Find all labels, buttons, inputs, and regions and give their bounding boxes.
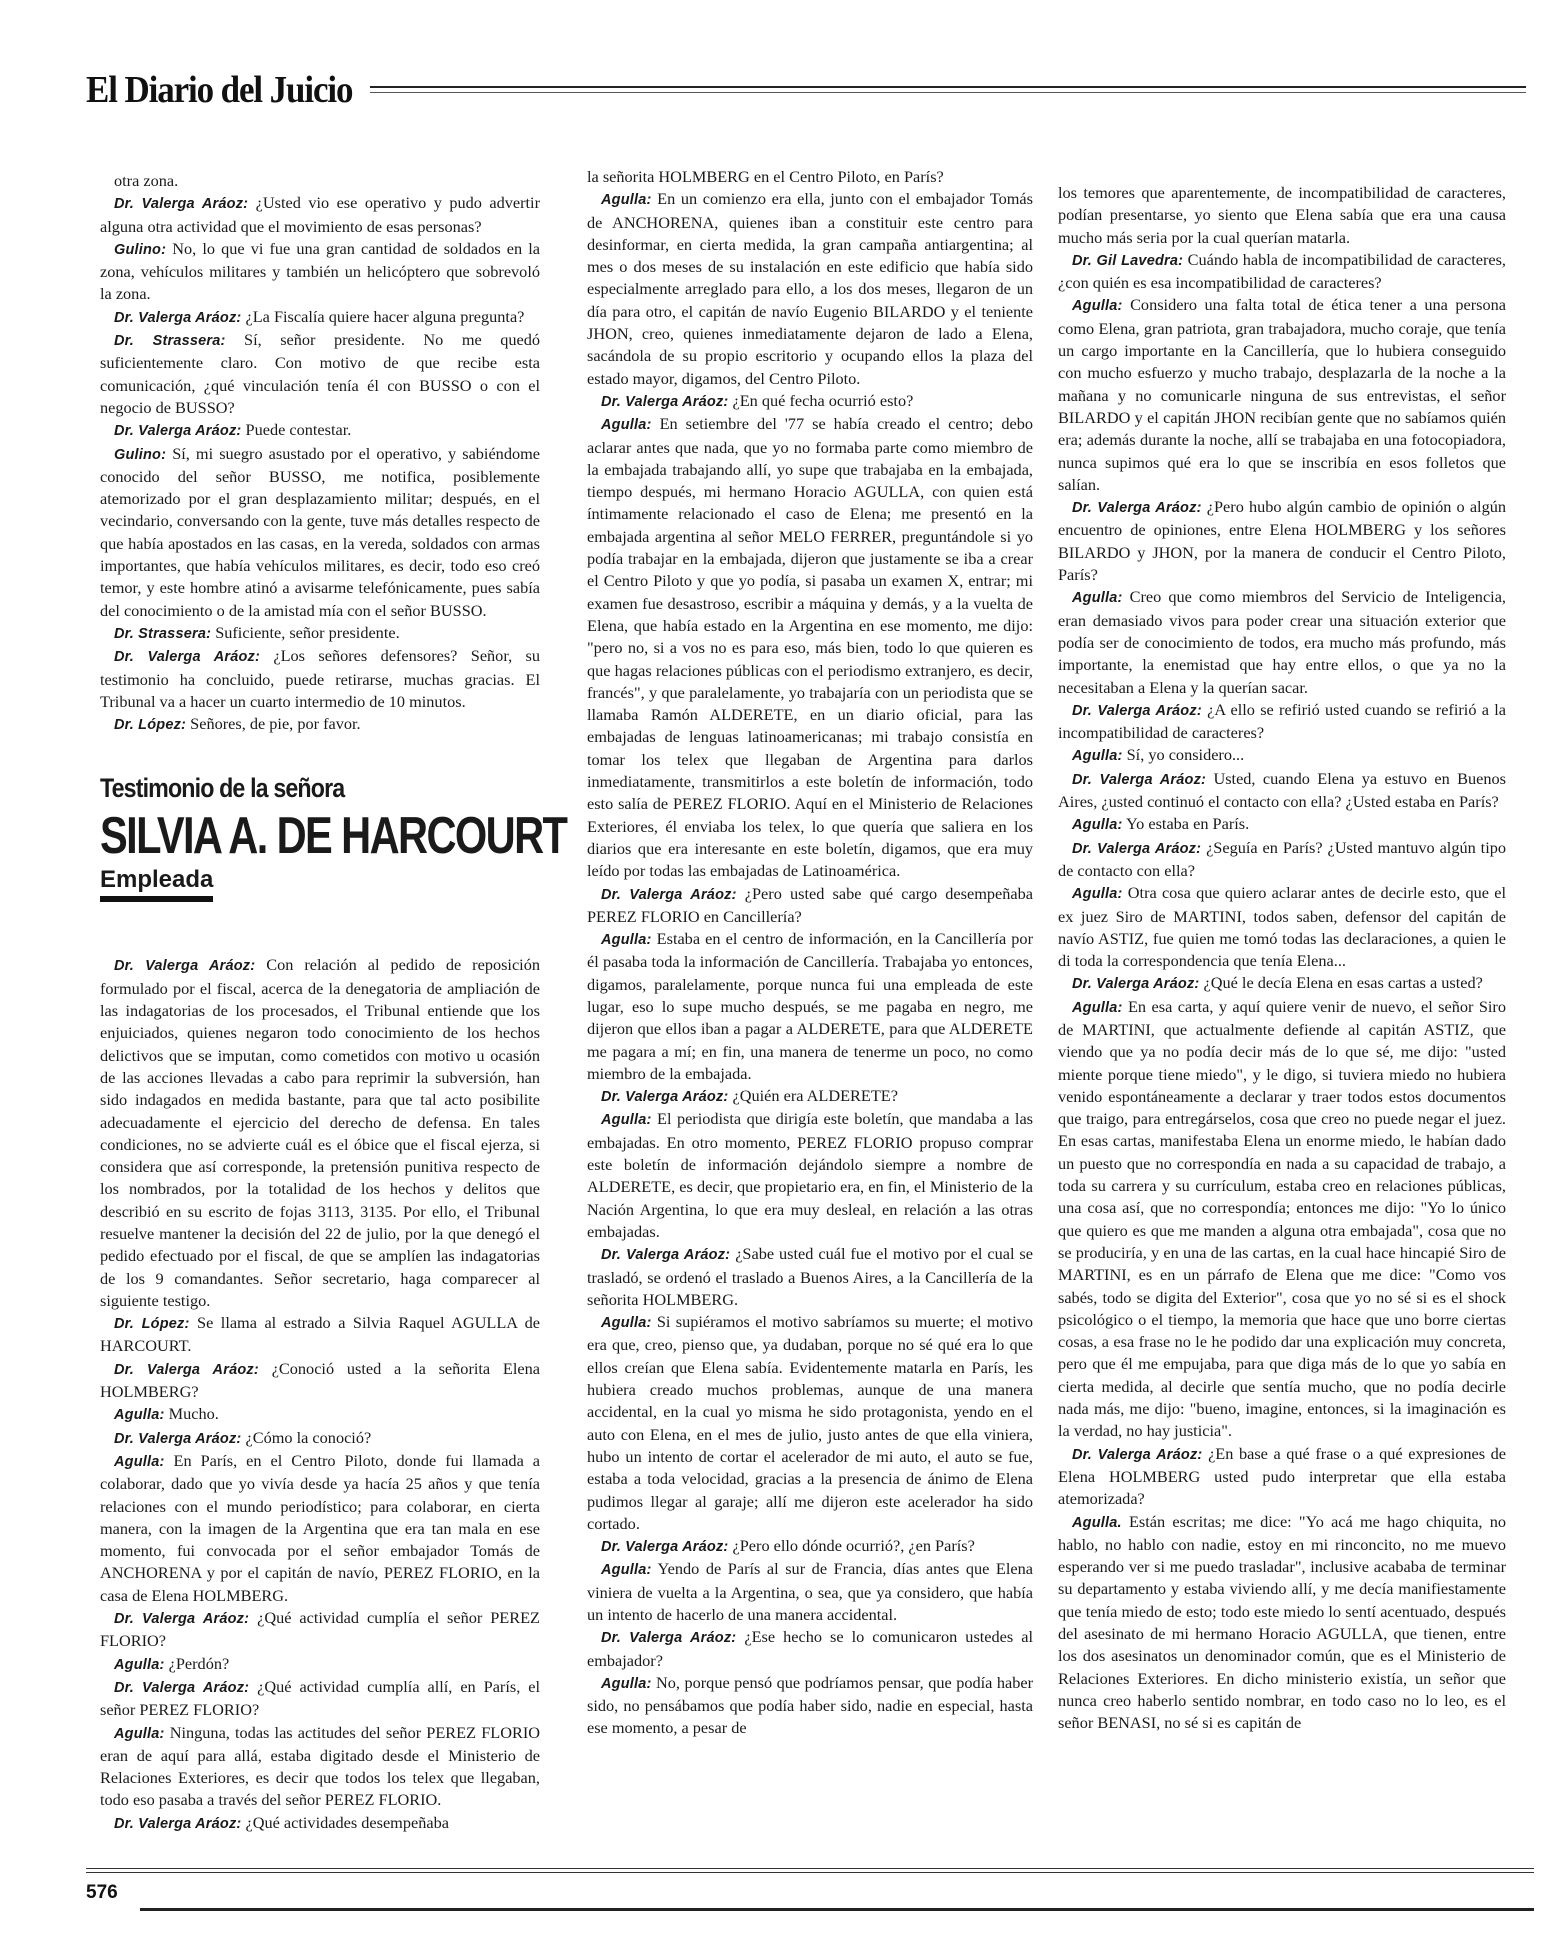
transcript-paragraph [587, 1108, 1033, 1243]
speech-text: Con relación al pedido de reposición formulado por el fiscal, acerca de la denegatoria de ampliación de las indagatorias de los procesados, el Tribunal entiende que los enjuiciados, quienes negaron todo conocimiento de los hechos delictivos que se imputan, como cometidos con motivo u ocasión de las acciones llevadas a cabo para reprimir la subversión, han sido indagados en medida bastante, para que tal acto posibilite adecuadamente el ejercicio del derecho de defensa. En tales condiciones, no se advierte cuál es el óbice que el fiscal ejerza, si considera que así corresponde, la pretensión punitiva respecto de los nombrados, por la totalidad de los hechos y delitos que describió en su escrito de fojas 3113, 3135. Por ello, el Tribunal resuelve mantener la decisión del 22 de julio, por la que denegó el pedido efectuado por el fiscal, de que se amplíen las indagatorias de los 9 comandantes. Señor secretario, haga comparecer al siguiente testigo. [100, 955, 540, 1310]
footer-rule [86, 1872, 1534, 1873]
speaker-label: Dr. Valerga Aráoz: [601, 1247, 731, 1264]
speaker-label: Agulla: [1072, 590, 1123, 607]
speaker-label: Dr. Valerga Aráoz: [114, 1430, 242, 1447]
speech-text: En París, en el Centro Piloto, donde fui llamada a colaborar, dado que yo vivía desde ya hacía 25 años y que tenía relaciones con el mundo periodístico; para colaborar, en cierta manera, con la imagen de la Argentina que era tan mala en ese momento, fui convocada por el señor embajador Tomás de ANCHORENA y por el capitán de navío, PEREZ FLORIO, en la casa de Elena HOLMBERG. [100, 1450, 540, 1605]
transcript-paragraph [587, 928, 1033, 1085]
transcript-block [100, 170, 540, 736]
speech-text: No, lo que vi fue una gran cantidad de soldados en la zona, vehículos militares y también un helicóptero que sobrevoló la zona. [100, 238, 540, 304]
speech-text: Sí, yo considero... [1126, 745, 1245, 765]
speaker-label: Dr. Gil Lavedra: [1072, 252, 1184, 269]
speaker-label: Dr. Valerga Aráoz: [114, 196, 249, 213]
speaker-label: Dr. Valerga Aráoz: [114, 649, 261, 666]
speaker-label: Agulla. [1072, 1514, 1122, 1531]
column-3 [1058, 182, 1506, 1734]
speech-text: Considero una falta total de ética tener a una persona como Elena, gran patriota, gran trabajadora, mucho coraje, que tenía un cargo importante en la Cancillería, que lo hubiera conseguido con mucho esfuerzo y mucho trabajo, desplazarla de la noche a la mañana y no comunicarle ninguna de sus entrevistas, el señor BILARDO y el capitán JHON recibían gente que no sabíamos quién era; además durante la noche, allí se trabajaba en una fotocopiadora, nunca supimos qué era lo que se inscribía en esos folletos que salían. [1058, 295, 1506, 494]
transcript-paragraph [100, 622, 540, 645]
transcript-paragraph [587, 413, 1033, 882]
transcript-paragraph [100, 1358, 540, 1404]
speaker-label: Dr. López: [114, 717, 187, 734]
transcript-paragraph [100, 1607, 540, 1653]
speech-text: Mucho. [168, 1404, 219, 1424]
speech-text: En esa carta, y aquí quiere venir de nuevo, el señor Siro de MARTINI, que actualmente defiende al capitán ASTIZ, que viendo que ya no podía decir más de lo que sé, me dijo: "usted miente porque tiene miedo", y le digo, si tuviera miedo no hubiera venido espontáneamente a declarar y traer todos estos documentos que traigo, para entregárselos, cosa que creo no puede negar el juez. En esas cartas, manifestaba Elena un enorme miedo, le habían dado un puesto que no correspondía en nada a su capacidad de trabajo, a toda su carrera y su currículum, estaba creo en relaciones públicas, una cosa así, que no correspondía; entonces me dijo: "Yo lo único que quiero es que me manden a alguna otra embajada", cosa que no se produciría, y en una de las cartas, en la cual hace hincapié Siro de MARTINI, es en un párrafo de Elena que me dice: "Como vos sabés, todo se digita del Exterior", cosa que yo no sé si es el shock psicológico o el tiempo, la memoria que hace que uno borre ciertas cosas, a esa frase no le he podido dar una explicación muy concreta, pero que él me empujaba, para que diga más de lo que yo sabía en cierta medida, al decirle que sentía mucho, que no podía decirle nada más, me dijo: "bueno, imagine, entonces, si la imaginación es la verdad, no hay justicia". [1058, 996, 1506, 1441]
transcript-paragraph [1058, 496, 1506, 586]
speaker-label: Dr. Valerga Aráoz: [1072, 500, 1202, 517]
speech-text: Yendo de París al sur de Francia, días antes que Elena viniera de vuelta a la Argentina, o sea, que ya considero, que había un intento de hacerlo de una manera accidental. [587, 1559, 1033, 1624]
speaker-label: Agulla: [1072, 748, 1123, 765]
speech-text: Sí, señor presidente. No me quedó suficientemente claro. Con motivo de que recibe esta comunicación, ¿qué vinculación tenía él con BUSSO o con el negocio de BUSSO? [100, 330, 540, 417]
transcript-paragraph [587, 1535, 1033, 1558]
speaker-label: Dr. Valerga Aráoz: [114, 423, 242, 440]
speech-text: otra zona. [114, 171, 179, 190]
transcript-paragraph [587, 1672, 1033, 1740]
transcript-paragraph [587, 883, 1033, 929]
transcript-paragraph [100, 1450, 540, 1607]
speech-text: los temores que aparentemente, de incompatibilidad de caracteres, podían presentarse, yo siento que Elena sabía que era una causa mucho más seria por la cual querían matarla. [1058, 183, 1506, 247]
speech-text: Si supiéramos el motivo sabríamos su muerte; el motivo era que, creo, pienso que, ya dudaban, porque no sé qué era lo que ellos creían que Elena sabía. Evidentemente matarla en París, les hubiera creado muchos problemas, aunque de una manera accidental, en la cual yo misma he sido protagonista, yendo en el auto con Elena, en el mes de julio, justo antes de que ella viniera, hubo un intento de cortar el acelerador de mi auto, el auto se fue, estaba a toda velocidad, gracias a la presencia de ánimo de Elena pudimos llegar al garaje; allí me dijeron este acelerador ha sido cortado. [587, 1312, 1034, 1533]
speech-text: ¿La Fiscalía quiere hacer alguna pregunta? [245, 306, 525, 326]
speech-text: Cuándo habla de incompatibilidad de caracteres, ¿con quién es esa incompatibilidad de caracteres? [1058, 249, 1506, 293]
speaker-label: Dr. Valerga Aráoz: [1072, 771, 1207, 788]
transcript-paragraph [100, 1312, 540, 1358]
speaker-label: Dr. López: [114, 1316, 190, 1333]
transcript-paragraph [1058, 294, 1506, 496]
speaker-label: Agulla: [601, 1112, 652, 1129]
speaker-label: Dr. Strassera: [114, 333, 226, 350]
transcript-paragraph [1058, 813, 1506, 836]
column-2 [587, 166, 1033, 1740]
transcript-paragraph [100, 419, 540, 442]
speaker-label: Agulla: [601, 1562, 652, 1579]
testimony-kicker: Testimonio de la señora [100, 773, 345, 804]
speaker-label: Dr. Valerga Aráoz: [1072, 976, 1200, 993]
speech-text: ¿Pero ello dónde ocurrió?, ¿en París? [732, 1536, 975, 1556]
transcript-paragraph [100, 1722, 540, 1812]
speech-text: ¿Perdón? [168, 1653, 230, 1673]
speech-text: Otra cosa que quiero aclarar antes de decirle esto, que el ex juez Siro de MARTINI, todos saben, defensor del capitán de navío ASTIZ, fue quien me tomó todas las declaraciones, a quien le di toda la correspondencia que tenía Elena... [1058, 883, 1506, 971]
speech-text: ¿Pero hubo algún cambio de opinión o algún encuentro de opiniones, entre Elena HOLMBERG y los señores BILARDO y JHON, por la manera de conducir el Centro Piloto, París? [1058, 497, 1506, 585]
transcript-paragraph [587, 1311, 1033, 1535]
speaker-label: Agulla: [114, 1656, 165, 1673]
speech-text: En setiembre del '77 se había creado el centro; debo aclarar antes que nada, que yo no formaba parte como miembro de la embajada trabajando allí, yo supe que trabajaba en la embajada, tiempo después, mi hermano Horacio AGULLA, con quien está íntimamente relacionado el caso de Elena; me presentó en la embajada argentina al señor MELO FERRER, preguntándole si yo podía trabajar en la embajada, dijeron que justamente se iba a crear el Centro Piloto y que yo podía, si pasaba un examen X, entrar; mi examen fue desastroso, escribir a máquina y demás, y a la vuelta de Elena, que había estado en la Argentina en ese momento, me dijo: "pero no, si a vos no es para eso, más bien, todo lo que quieren es que hagas relaciones públicas con el periodismo extranjero, es decir, francés", y que paralelamente, yo trabajaría con un periodista que se llamaba Ramón ALDERETE, en un diario oficial, para las embajadas de lenguas latinoamericanas; mi trabajo consistía en tomar los telex que llegaban de Argentina para darlos inmediatamente, transmitirlos a este boletín de información, todo esto salía de PEREZ FLORIO. Aquí en el Ministerio de Relaciones Exteriores, él enviaba los telex, lo que quería que saliera en los diarios que era interesante en este boletín, digamos, que era muy leído por todas las embajadas de Latinoamérica. [587, 414, 1033, 881]
speech-text: ¿En qué fecha ocurrió esto? [732, 390, 914, 410]
speech-text: ¿Seguía en París? ¿Usted mantuvo algún tipo de contacto con ella? [1058, 837, 1506, 880]
transcript-paragraph [100, 170, 540, 192]
transcript-paragraph [1058, 249, 1506, 295]
transcript-paragraph [587, 188, 1033, 390]
transcript-paragraph [100, 329, 540, 419]
speaker-label: Dr. Valerga Aráoz: [601, 886, 737, 903]
speaker-label: Agulla: [601, 1315, 652, 1332]
speech-text: ¿Quién era ALDERETE? [732, 1086, 898, 1106]
transcript-paragraph [100, 192, 540, 238]
masthead-rule [370, 86, 1526, 88]
speaker-label: Agulla: [114, 1407, 165, 1424]
speech-text: ¿Qué actividades desempeñaba [245, 1812, 449, 1832]
speaker-label: Agulla: [1072, 298, 1123, 315]
transcript-paragraph [1058, 837, 1506, 883]
transcript-paragraph [100, 1812, 540, 1835]
masthead [86, 68, 1526, 118]
transcript-paragraph [1058, 972, 1506, 995]
transcript-paragraph [100, 713, 540, 736]
publication-title: El Diario del Juicio [86, 69, 353, 111]
speaker-label: Agulla: [1072, 999, 1123, 1016]
transcript-paragraph [587, 1558, 1033, 1626]
transcript-paragraph [1058, 699, 1506, 745]
speech-text: Se llama al estrado a Silvia Raquel AGULLA de HARCOURT. [100, 1313, 540, 1356]
testimony-heading [100, 772, 567, 902]
speaker-label: Dr. Valerga Aráoz: [601, 393, 729, 410]
witness-name: SILVIA A. DE HARCOURT [100, 807, 567, 866]
transcript-paragraph [1058, 768, 1506, 814]
speech-text: Creo que como miembros del Servicio de Inteligencia, eran demasiado vivos para poder crear una situación exterior que podía ser de conocimiento de todos, era mucho más profundo, más importante, la enemistad que hay entre ellos, o que ya no la necesitaban a Elena y la querían sacar. [1058, 587, 1506, 697]
speech-text: Puede contestar. [245, 420, 352, 440]
speaker-label: Gulino: [114, 241, 167, 258]
speaker-label: Gulino: [114, 446, 167, 463]
transcript-paragraph [1058, 744, 1506, 767]
speech-text: Sí, mi suegro asustado por el operativo, y sabiéndome conocido del señor BUSSO, me notifica, posiblemente atemorizado por el gran desplazamiento militar; después, en el vecindario, conversando con la gente, tuve más detalles respecto de que había apostados en las casas, en la vereda, soldados con armas importantes, que había vehículos militares, es decir, todo eso creó temor, y este hombre atinó a avisarme telefónicamente, pues sabía del conocimiento o de la amistad mía con el señor BUSSO. [100, 443, 540, 620]
transcript-paragraph [1058, 182, 1506, 249]
speaker-label: Dr. Valerga Aráoz: [114, 1611, 250, 1628]
speaker-label: Agulla: [601, 192, 652, 209]
transcript-paragraph [100, 954, 540, 1312]
speech-text: ¿Qué le decía Elena en esas cartas a usted? [1203, 973, 1483, 993]
speaker-label: Dr. Valerga Aráoz: [1072, 1446, 1203, 1463]
footer-rule-thick [140, 1908, 1534, 1911]
transcript-paragraph [100, 443, 540, 622]
speaker-label: Agulla: [114, 1725, 165, 1742]
witness-role: Empleada [100, 866, 213, 902]
speech-text: ¿Pero usted sabe qué cargo desempeñaba PEREZ FLORIO en Cancillería? [587, 883, 1033, 926]
speech-text: ¿Los señores defensores? Señor, su testimonio ha concluido, puede retirarse, muchas gracias. El Tribunal va a hacer un cuarto intermedio de 10 minutos. [100, 646, 540, 711]
speaker-label: Dr. Valerga Aráoz: [1072, 840, 1202, 857]
speaker-label: Dr. Valerga Aráoz: [601, 1630, 737, 1647]
transcript-paragraph [100, 645, 540, 713]
speech-text: ¿Usted vio ese operativo y pudo advertir alguna otra actividad que el movimiento de esas personas? [100, 193, 540, 236]
speaker-label: Agulla: [601, 932, 652, 949]
transcript-paragraph [100, 1403, 540, 1426]
masthead-rule-thin [370, 92, 1526, 93]
transcript-paragraph [587, 166, 1033, 188]
speech-text: Usted, cuando Elena ya estuvo en Buenos Aires, ¿usted continuó el contacto con ella? ¿Usted estaba en París? [1058, 768, 1506, 812]
speech-text: En un comienzo era ella, junto con el embajador Tomás de ANCHORENA, quienes iban a constituir este centro para desinformar, en cierta medida, la gran campaña antiargentina; al mes o dos meses de su instalación en este edificio que había sido especialmente arreglado para ello, a los dos meses, llegaron de un día para otro, el capitán de navío Eugenio BILARDO y el teniente JHON, creo, quienes inmediatamente dejaron de lado a Elena, sacándola de su propio escritorio y ocupando ellos la plaza del estado mayor, digamos, del Centro Piloto. [587, 189, 1033, 388]
speaker-label: Dr. Valerga Aráoz: [601, 1539, 729, 1556]
speech-text: la señorita HOLMBERG en el Centro Piloto, en París? [587, 167, 944, 186]
transcript-paragraph [1058, 882, 1506, 972]
speech-text: Suficiente, señor presidente. [215, 622, 400, 642]
speaker-label: Agulla: [1072, 886, 1123, 903]
speech-text: Estaba en el centro de información, en la Cancillería por él pasaba toda la información de Cancillería. Trabajaba yo entonces, digamos, paralelamente, porque nunca fui una empleada de este lugar, eso lo supe mucho después, se me pagaba en negro, me dijeron que ellos iban a pagar a ALDERETE, para que ALDERETE me pagara a mí; en fin, una manera de tenerme un poco, no como miembro de la embajada. [587, 929, 1033, 1083]
speech-text: ¿Sabe usted cuál fue el motivo por el cual se trasladó, se ordenó el traslado a Buenos Aires, a la Cancillería de la señorita HOLMBERG. [587, 1244, 1033, 1309]
speech-text: ¿A ello se refirió usted cuando se refirió a la incompatibilidad de caracteres? [1058, 699, 1506, 743]
transcript-paragraph [1058, 996, 1506, 1443]
column-1 [100, 170, 567, 1835]
speech-text: ¿Conoció usted a la señorita Elena HOLMBERG? [100, 1358, 540, 1402]
transcript-paragraph [587, 1243, 1033, 1311]
speech-text: ¿Qué actividad cumplía allí, en París, el señor PEREZ FLORIO? [100, 1676, 540, 1720]
footer-rule [86, 1868, 1534, 1869]
speech-text: Yo estaba en París. [1126, 814, 1250, 834]
speech-text: ¿Ese hecho se lo comunicaron ustedes al embajador? [587, 1627, 1034, 1670]
transcript-paragraph [100, 1653, 540, 1676]
transcript-paragraph [587, 390, 1033, 413]
speech-text: ¿Qué actividad cumplía el señor PEREZ FLORIO? [100, 1608, 540, 1651]
speaker-label: Agulla: [601, 417, 652, 434]
speech-text: Están escritas; me dice: "Yo acá me hago chiquita, no hablo, no hablo con nadie, estoy en mi rinconcito, no me muevo esperando ver si me puedo trasladar", inclusive acababa de terminar su departamento y estaba viviendo allí, y me decía manifiestamente que tenía miedo de esto; todo este miedo lo sentí acentuado, después del asesinato de mi hermano Horacio AGULLA, que tienen, entre los dos asesinatos un denominador común, que es el Ministerio de Relaciones Exteriores. En dicho ministerio existía, un señor que nunca creo haberlo sentido nombrar, en todo caso no lo leo, es el señor BENASI, no sé si es capitán de [1058, 1511, 1506, 1733]
transcript-paragraph [1058, 1443, 1506, 1511]
transcript-paragraph [1058, 586, 1506, 698]
transcript-paragraph [100, 238, 540, 306]
speaker-label: Dr. Valerga Aráoz: [114, 1679, 250, 1696]
speaker-label: Dr. Valerga Aráoz: [601, 1089, 729, 1106]
speaker-label: Agulla: [1072, 817, 1123, 834]
transcript-paragraph [1058, 1511, 1506, 1735]
speech-text: ¿Cómo la conoció? [245, 1427, 372, 1447]
transcript-paragraph [100, 1427, 540, 1450]
transcript-paragraph [587, 1085, 1033, 1108]
speaker-label: Dr. Valerga Aráoz: [114, 1361, 259, 1378]
speaker-label: Dr. Strassera: [114, 625, 212, 642]
transcript-paragraph [587, 1626, 1033, 1672]
speaker-label: Dr. Valerga Aráoz: [114, 309, 242, 326]
speaker-label: Dr. Valerga Aráoz: [114, 1815, 242, 1832]
speaker-label: Agulla: [601, 1675, 652, 1692]
page-number: 576 [86, 1882, 118, 1903]
speech-text: Señores, de pie, por favor. [190, 714, 361, 734]
speech-text: El periodista que dirigía este boletín, que mandaba a las embajadas. En otro momento, PEREZ FLORIO propuso comprar este boletín de información dejándolo siempre a nombre de ALDERETE, es decir, que propietario era, en fin, el Ministerio de la Nación Argentina, lo que era muy desleal, en relación a las otras embajadas. [587, 1109, 1034, 1241]
transcript-paragraph [100, 1676, 540, 1722]
speaker-label: Dr. Valerga Aráoz: [114, 958, 256, 975]
transcript-paragraph [100, 306, 540, 329]
speaker-label: Dr. Valerga Aráoz: [1072, 702, 1202, 719]
speech-text: Ninguna, todas las actitudes del señor PEREZ FLORIO eran de aquí para allá, estaba digitado desde el Ministerio de Relaciones Exteriores, es decir que todos los telex que llegaban, todo eso pasaba a través del señor PEREZ FLORIO. [100, 1722, 541, 1810]
speaker-label: Agulla: [114, 1453, 165, 1470]
transcript-block [100, 954, 540, 1835]
speech-text: No, porque pensó que podríamos pensar, que podía haber sido, no pensábamos que podía haber sido, nadie en especial, hasta ese momento, a pesar de [587, 1672, 1033, 1738]
speech-text: ¿En base a qué frase o a qué expresiones de Elena HOLMBERG usted pudo interpretar que ella estaba atemorizada? [1058, 1443, 1507, 1509]
